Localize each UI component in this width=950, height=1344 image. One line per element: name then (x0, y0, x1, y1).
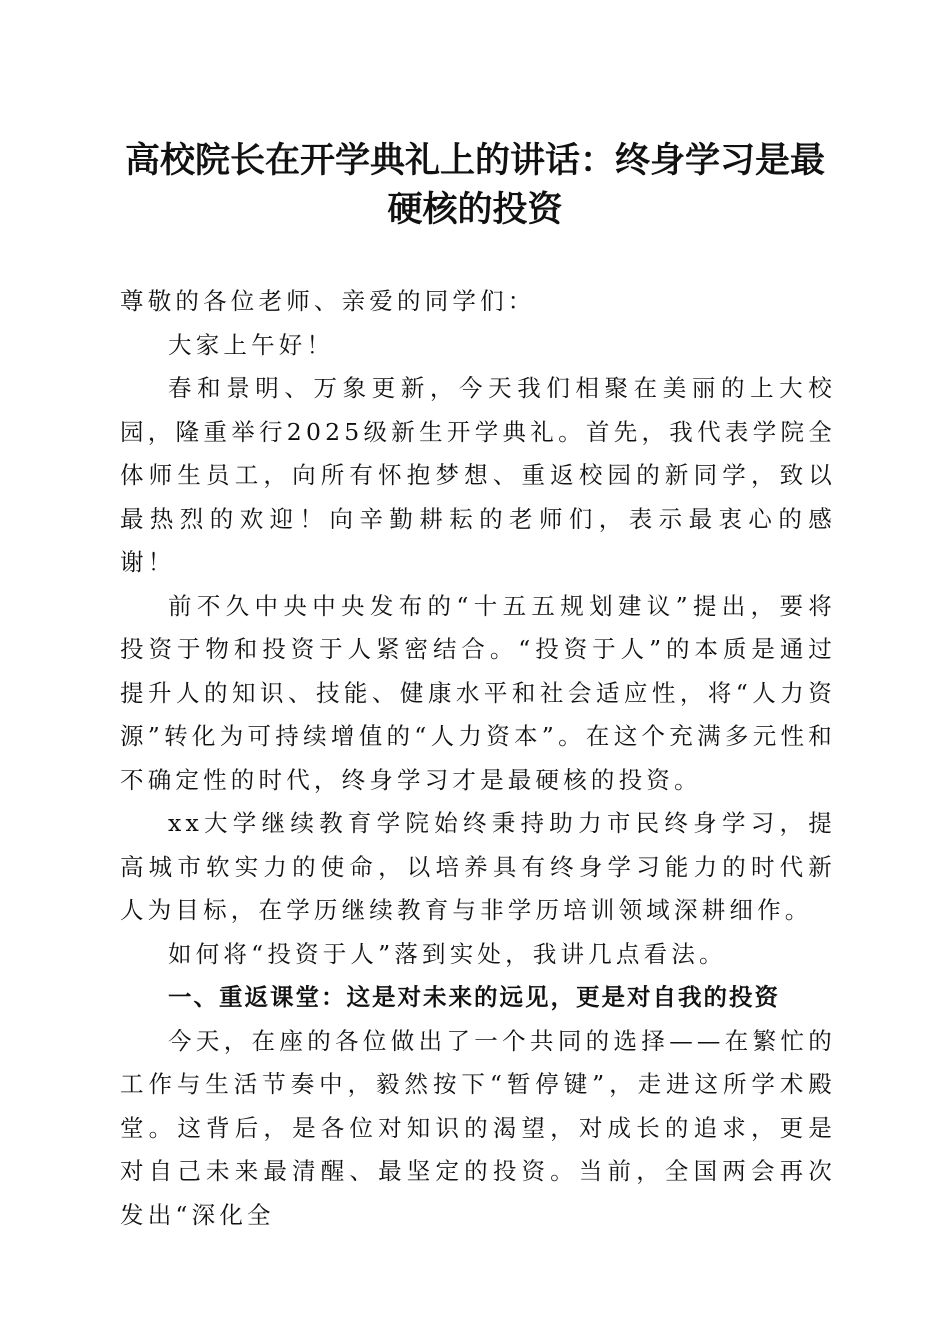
paragraph-return-classroom: 今天，在座的各位做出了一个共同的选择——在繁忙的工作与生活节奏中，毅然按下“暂停键”，走进这所学术殿堂。这背后，是各位对知识的渴望，对成长的追求，更是对自己未来最清醒、最坚定的投资。当前，全国两会再次发出“深化全 (120, 1026, 836, 1229)
salutation: 尊敬的各位老师、亲爱的同学们： (120, 287, 536, 315)
title-line-2: 硬核的投资 (387, 189, 563, 230)
paragraph-college: xx大学继续教育学院始终秉持助力市民终身学习，提高城市软实力的使命，以培养具有终身学习能力的时代新人为目标，在学历继续教育与非学历培训领域深耕细作。 (120, 809, 836, 924)
title-line-1: 高校院长在开学典礼上的讲话：终身学习是最 (124, 140, 825, 181)
section-heading-1: 一、重返课堂：这是对未来的远见，更是对自我的投资 (168, 983, 780, 1011)
paragraph-investment: 前不久中央中央发布的“十五五规划建议”提出，要将投资于物和投资于人紧密结合。“投资于人”的本质是通过提升人的知识、技能、健康水平和社会适应性，将“人力资源”转化为可持续增值的“人力资本”。在这个充满多元性和不确定性的时代，终身学习才是最硬核的投资。 (120, 591, 836, 794)
greeting: 大家上午好！ (168, 330, 335, 359)
paragraph-transition: 如何将“投资于人”落到实处，我讲几点看法。 (168, 939, 727, 968)
paragraph-welcome: 春和景明、万象更新，今天我们相聚在美丽的上大校园，隆重举行2025级新生开学典礼。首先，我代表学院全体师生员工，向所有怀抱梦想、重返校园的新同学，致以最热烈的欢迎！向辛勤耕耘的老师们，表示最衷心的感谢！ (120, 374, 836, 576)
document-body (120, 280, 836, 1237)
document-title (100, 136, 850, 234)
